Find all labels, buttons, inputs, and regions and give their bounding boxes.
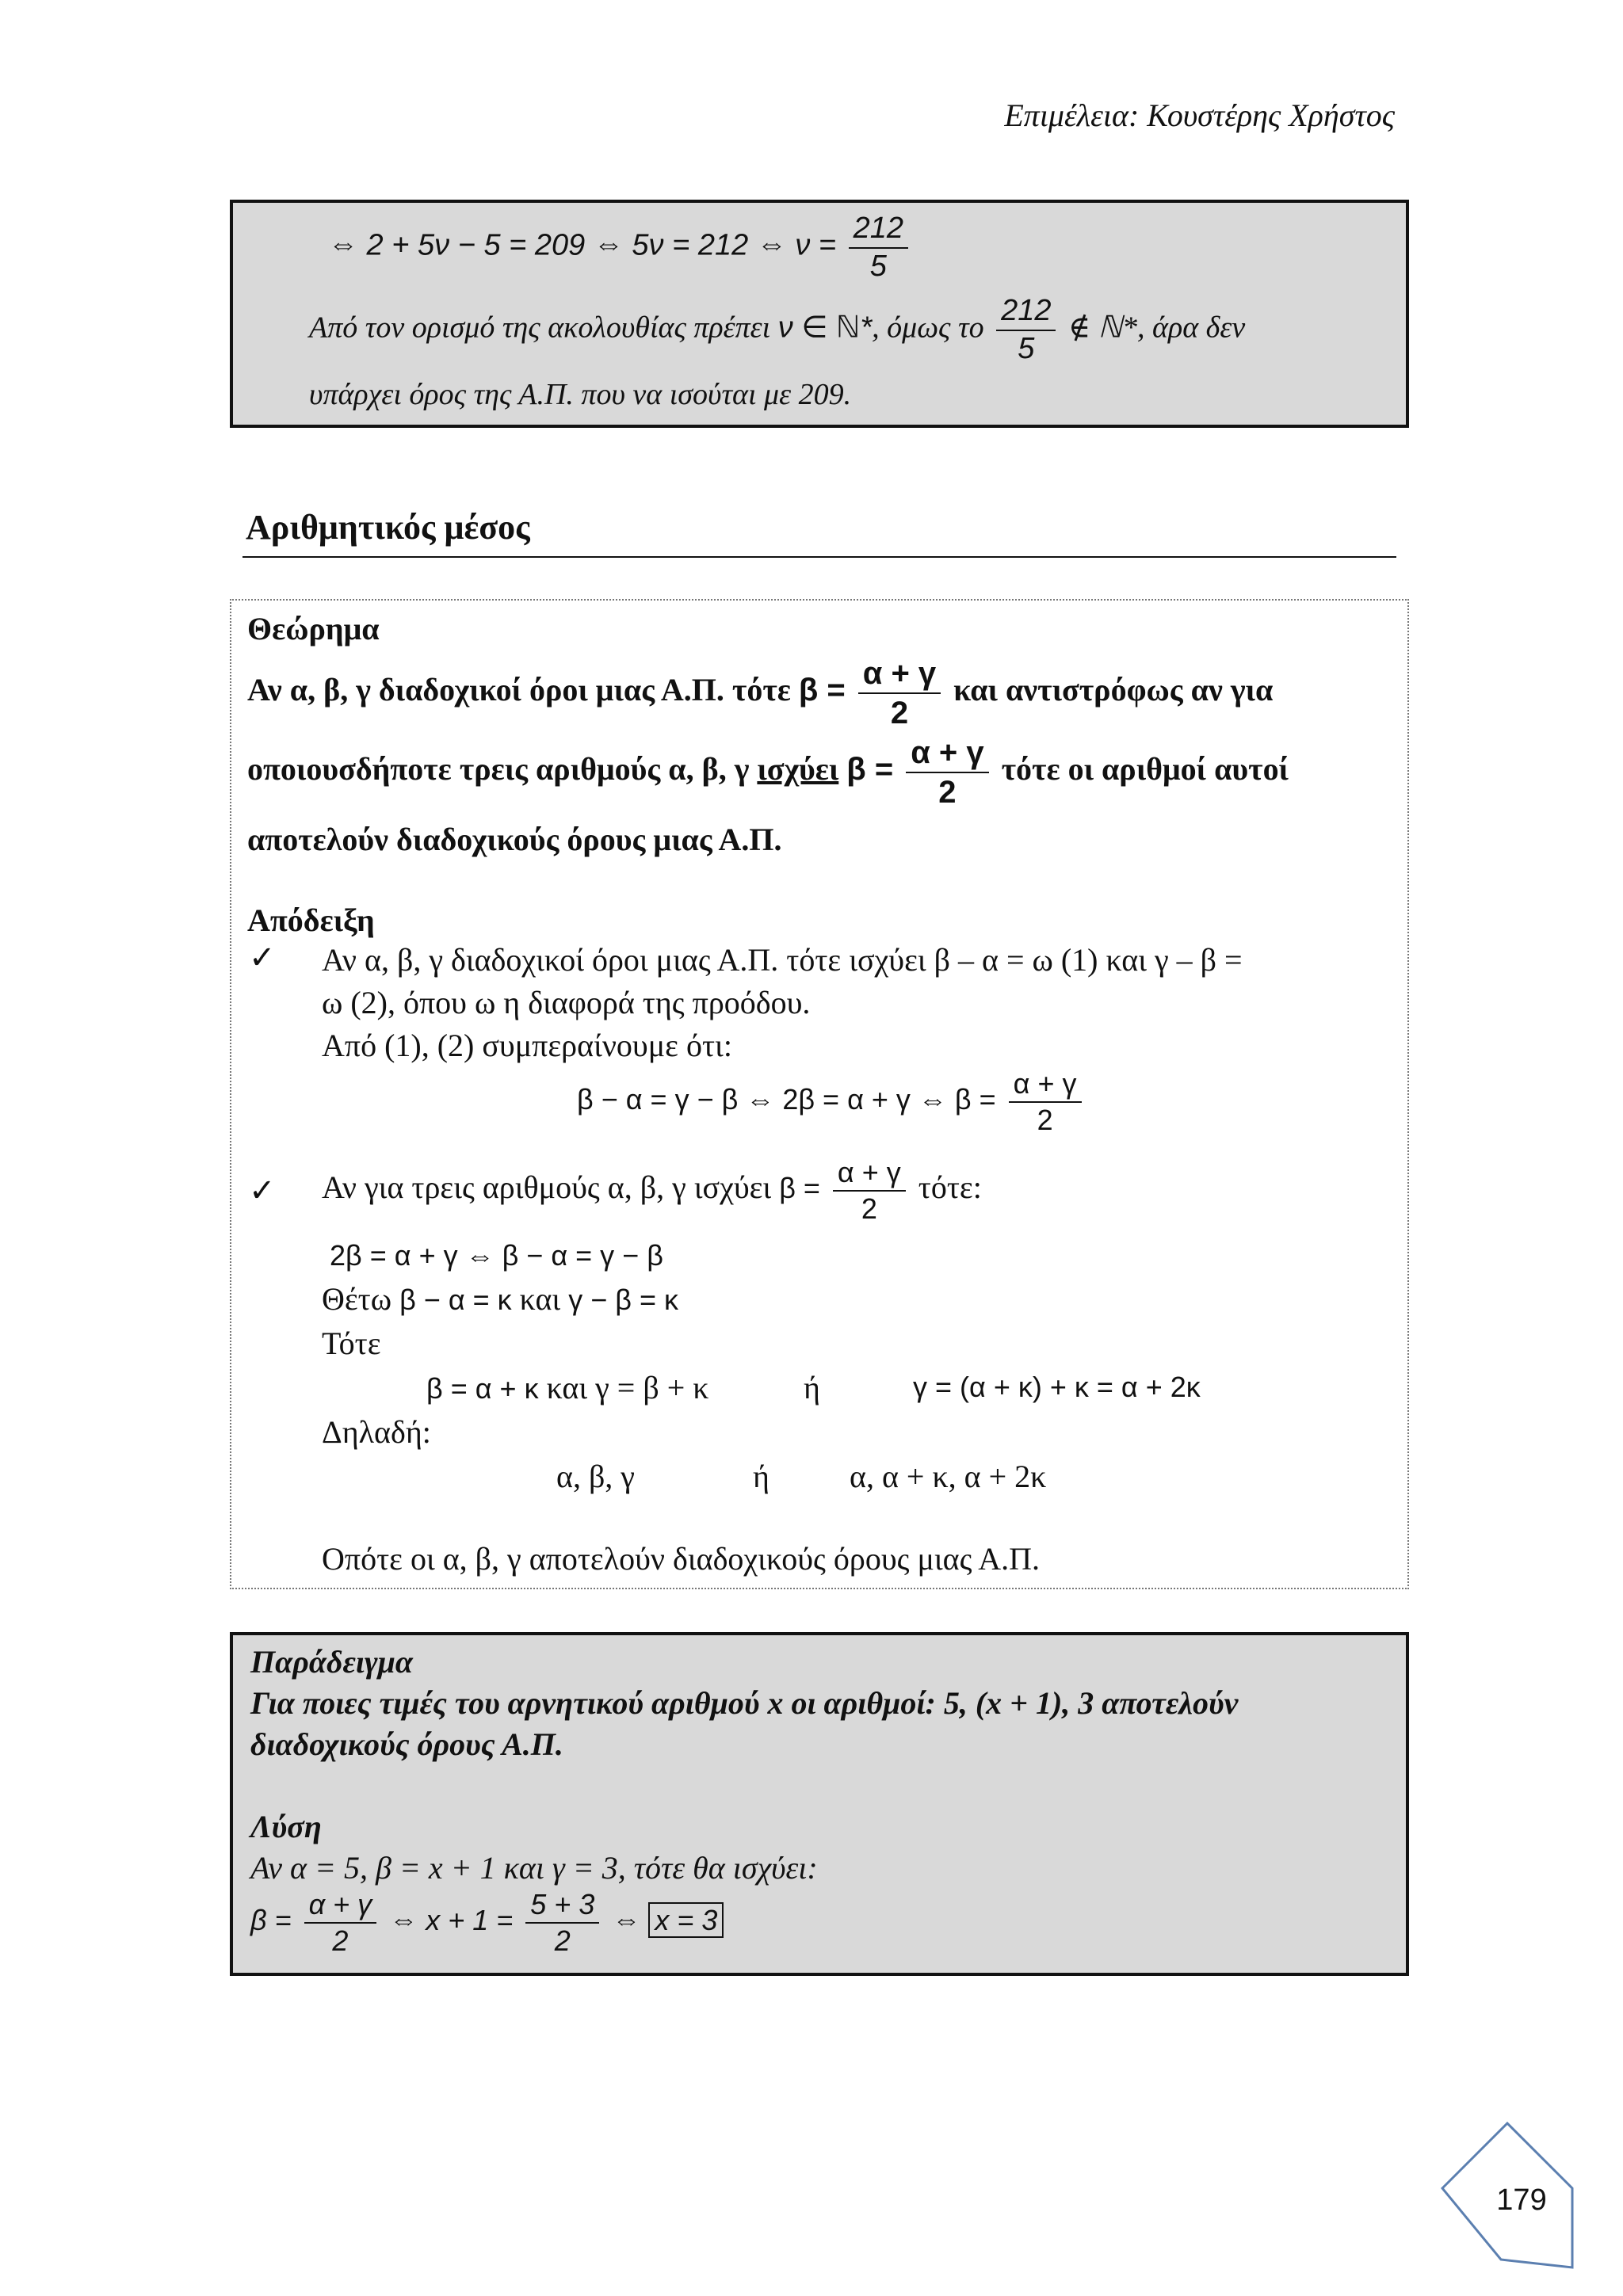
proof-1-equation-lead: β − α = γ − β ⇔ 2β = α + γ ⇔ β = (577, 1083, 996, 1116)
fraction-numerator: α + γ (833, 1157, 906, 1192)
proof-2-then-a: β = α + κ (426, 1372, 539, 1405)
proof-2-text-b: τότε: (918, 1169, 982, 1205)
proof-2-or-1: ή (804, 1370, 820, 1405)
fraction-alpha-plus-gamma-over-2 (858, 656, 941, 730)
proof-2-or-2: ή (753, 1459, 769, 1494)
boxed-result: x = 3 (648, 1902, 724, 1938)
not-in-naturals: ∉ ℕ* (1067, 311, 1138, 345)
fraction-denominator: 2 (332, 1924, 349, 1957)
beta-equals: β = (846, 752, 894, 788)
example-box (230, 1632, 1409, 1976)
proof-2-set-line (322, 1280, 678, 1318)
eq-beta: β = (250, 1904, 292, 1937)
proof-2-seq-1: α, β, γ (556, 1459, 635, 1494)
definition-line (309, 295, 1245, 366)
example-question-line-1: Για ποιες τιμές του αρνητικού αριθμού x οι αριθμοί: 5, (x + 1), 3 αποτελούν (250, 1685, 1239, 1721)
section-underline (242, 556, 1396, 558)
theorem-underlined-holds: ισχύει (757, 751, 839, 788)
proof-title: Απόδειξη (247, 902, 375, 938)
proof-2-tote: Τότε (322, 1325, 381, 1361)
fraction-numerator: 212 (849, 212, 908, 249)
proof-1-line-3: Από (1), (2) συμπεραίνουμε ότι: (322, 1028, 732, 1063)
fraction-denominator: 2 (554, 1924, 571, 1957)
proof-1-equation (577, 1068, 1086, 1135)
theorem-box (230, 599, 1409, 1589)
beta-equals: β = (798, 673, 846, 708)
fraction-5-plus-3-over-2 (525, 1889, 599, 1956)
fraction-denominator: 2 (938, 775, 957, 810)
fraction-212-over-5-inline (996, 295, 1056, 366)
fraction-numerator: 5 + 3 (525, 1889, 599, 1924)
proof-1-line-1: Αν α, β, γ διαδοχικοί όροι μιας Α.Π. τότε ισχύει β – α = ω (1) και γ – β = (322, 942, 1243, 978)
fraction-denominator: 2 (890, 696, 909, 730)
fraction-numerator: α + γ (906, 735, 988, 773)
proof-2-line-1 (322, 1157, 982, 1224)
continued-solution-box (230, 200, 1409, 428)
page-header-author: Επιμέλεια: Κουστέρης Χρήστος (1004, 97, 1395, 133)
fraction-numerator: α + γ (858, 656, 941, 694)
proof-2-set-a: β − α = κ (399, 1283, 512, 1316)
example-title: Παράδειγμα (250, 1644, 413, 1680)
definition-text-c: , άρα δεν (1137, 311, 1246, 345)
fraction-denominator: 2 (861, 1192, 877, 1225)
beta-equals: β = (779, 1171, 820, 1204)
conclusion-line: υπάρχει όρος της Α.Π. που να ισούται με 209. (309, 378, 852, 411)
eq-middle: ⇔ x + 1 = (389, 1904, 514, 1937)
fraction-denominator: 2 (1037, 1103, 1053, 1136)
proof-2-then-b: και γ = β + κ (546, 1370, 709, 1405)
definition-text-a: Από τον ορισμό της ακολουθίας πρέπει (309, 311, 771, 345)
proof-2-equation-1: 2β = α + γ ⇔ β − α = γ − β (330, 1239, 663, 1272)
theorem-line-1 (247, 656, 1273, 730)
eq-iff: ⇔ (612, 1904, 641, 1937)
fraction-alpha-plus-gamma-over-2 (304, 1889, 377, 1956)
section-title: Αριθμητικός μέσος (246, 508, 530, 547)
fraction-numerator: α + γ (304, 1889, 377, 1924)
theorem-text-2b: τότε οι αριθμοί αυτοί (1001, 751, 1289, 788)
solution-line-1: Αν α = 5, β = x + 1 και γ = 3, τότε θα ισχύει: (250, 1850, 818, 1886)
equation-line (328, 212, 913, 284)
fraction-denominator: 5 (869, 249, 887, 283)
proof-1-line-2: ω (2), όπου ω η διαφορά της προόδου. (322, 985, 811, 1020)
proof-2-text-a: Αν για τρεις αριθμούς α, β, γ ισχύει (322, 1169, 772, 1205)
proof-2-kai: και (519, 1281, 561, 1317)
fraction-212-over-5 (849, 212, 908, 284)
proof-2-then-line (426, 1369, 1401, 1406)
page-number: 179 (1496, 2183, 1547, 2217)
equation-lead: ⇔ 2 + 5ν − 5 = 209 ⇔ 5ν = 212 ⇔ ν = (328, 228, 837, 262)
theorem-text-1b: και αντιστρόφως αν για (953, 672, 1274, 708)
proof-2-theto: Θέτω (322, 1281, 392, 1317)
definition-text-b: , όμως το (872, 311, 984, 345)
proof-2-seq-2: α, α + κ, α + 2κ (850, 1459, 1047, 1494)
example-question-line-2: διαδοχικούς όρους Α.Π. (250, 1726, 563, 1762)
theorem-text-2a: οποιουσδήποτε τρεις αριθμούς α, β, γ (247, 751, 750, 788)
proof-2-final: Οπότε οι α, β, γ αποτελούν διαδοχικούς όρους μιας Α.Π. (322, 1541, 1041, 1577)
check-icon: ✓ (249, 1173, 276, 1209)
theorem-title: Θεώρημα (247, 611, 380, 646)
theorem-line-2 (247, 735, 1289, 810)
nu-in-naturals: ν ∈ ℕ* (777, 311, 873, 345)
fraction-numerator: 212 (996, 295, 1056, 331)
proof-2-dilad: Δηλαδή: (322, 1414, 431, 1450)
fraction-numerator: α + γ (1009, 1068, 1082, 1103)
fraction-alpha-plus-gamma-over-2 (833, 1157, 906, 1224)
theorem-line-3: αποτελούν διαδοχικούς όρους μιας Α.Π. (247, 822, 782, 857)
proof-2-set-b: γ − β = κ (568, 1283, 678, 1316)
fraction-alpha-plus-gamma-over-2 (906, 735, 988, 810)
solution-equation (250, 1889, 724, 1956)
theorem-text-1a: Αν α, β, γ διαδοχικοί όροι μιας Α.Π. τότε (247, 672, 791, 708)
proof-2-then-c: γ = (α + κ) + κ = α + 2κ (913, 1371, 1201, 1403)
check-icon: ✓ (249, 940, 276, 976)
proof-2-sequence-line (556, 1458, 1349, 1495)
solution-title: Λύση (250, 1809, 322, 1844)
fraction-denominator: 5 (1018, 331, 1035, 365)
fraction-alpha-plus-gamma-over-2 (1009, 1068, 1082, 1135)
